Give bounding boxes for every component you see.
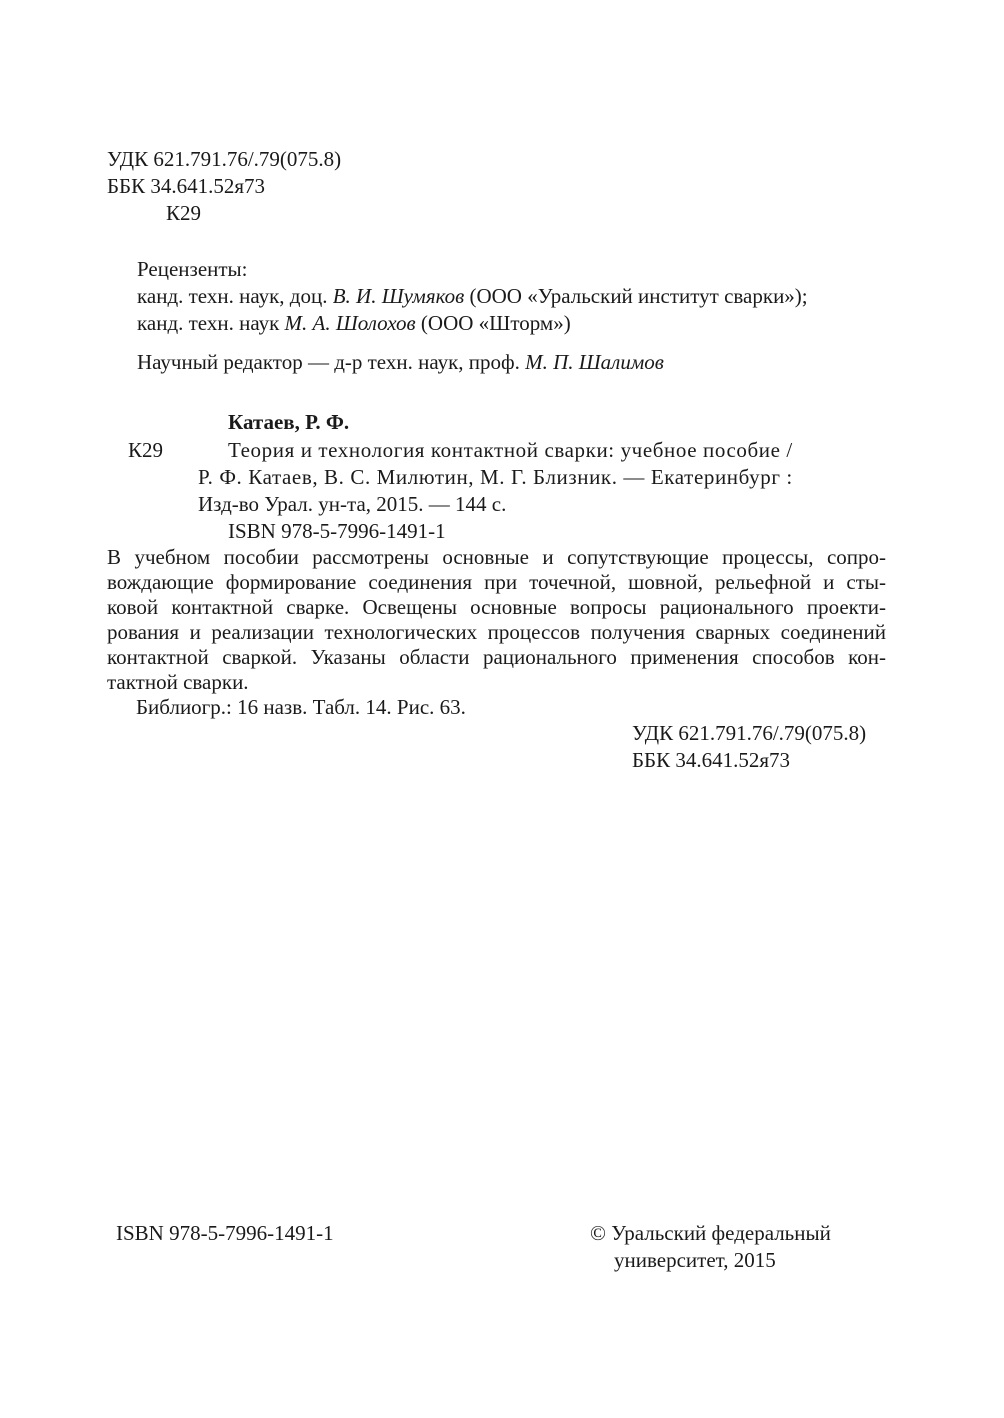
- reviewer-1-name: В. И. Шумяков: [332, 284, 465, 308]
- reviewer-2: [137, 310, 571, 336]
- reviewer-2-prefix: канд. техн. наук: [137, 311, 285, 335]
- abstract-line-4: рования и реализации технологических процессов получения сварных соединений: [107, 620, 886, 644]
- catalog-mark: К29: [128, 438, 164, 462]
- copyright-line-2: университет, 2015: [614, 1248, 776, 1272]
- editor-prefix: Научный редактор — д-р техн. наук, проф.: [137, 350, 526, 374]
- abstract-line-1: В учебном пособии рассмотрены основные и сопутствующие процессы, сопро-: [107, 545, 886, 569]
- author-mark: К29: [166, 201, 202, 225]
- reviewer-1-suffix: (ООО «Уральский институт сварки»);: [464, 284, 808, 308]
- scientific-editor: [137, 349, 664, 375]
- editor-name: М. П. Шалимов: [525, 350, 664, 374]
- reviewer-2-name: М. А. Шолохов: [284, 311, 416, 335]
- copyright-line-1: © Уральский федеральный: [590, 1221, 831, 1245]
- catalog-author: Катаев, Р. Ф.: [228, 410, 350, 434]
- abstract-line-6: тактной сварки.: [107, 670, 249, 694]
- udk-code: УДК 621.791.76/.79(075.8): [107, 147, 342, 171]
- bottom-bbk-code: ББК 34.641.52я73: [632, 748, 791, 772]
- reviewer-1: [137, 283, 808, 309]
- bbk-code: ББК 34.641.52я73: [107, 174, 266, 198]
- footer-isbn: ISBN 978-5-7996-1491-1: [116, 1221, 334, 1245]
- reviewer-2-suffix: (ООО «Шторм»): [415, 311, 571, 335]
- catalog-isbn: ISBN 978-5-7996-1491-1: [228, 519, 446, 543]
- abstract-line-3: ковой контактной сварке. Освещены основные вопросы рационального проекти-: [107, 595, 886, 619]
- bottom-udk-code: УДК 621.791.76/.79(075.8): [632, 721, 867, 745]
- catalog-title-line-2: Р. Ф. Катаев, В. С. Милютин, М. Г. Близник. — Екатеринбург :: [198, 465, 793, 489]
- catalog-title-line-3: Изд-во Урал. ун-та, 2015. — 144 с.: [198, 492, 507, 516]
- abstract-line-2: вождающие формирование соединения при точечной, шовной, рельефной и сты-: [107, 570, 886, 594]
- bibliography-info: Библиогр.: 16 назв. Табл. 14. Рис. 63.: [136, 695, 466, 719]
- abstract-line-5: контактной сваркой. Указаны области рационального применения способов кон-: [107, 645, 886, 669]
- catalog-title-line-1: Теория и технология контактной сварки: учебное пособие /: [228, 438, 793, 462]
- reviewer-1-prefix: канд. техн. наук, доц.: [137, 284, 333, 308]
- reviewers-heading: Рецензенты:: [137, 257, 248, 281]
